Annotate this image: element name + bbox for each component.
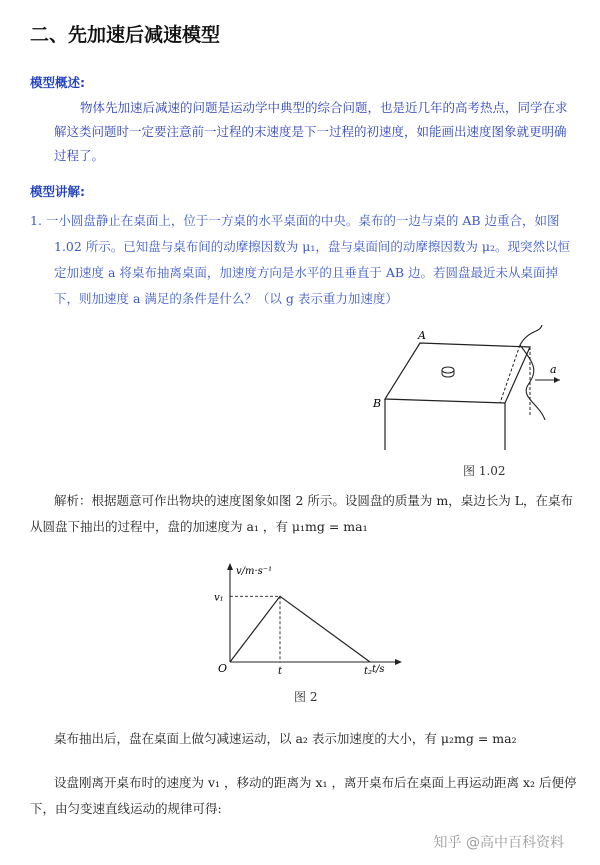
after-line-3: 下，由匀变速直线运动的规律可得: xyxy=(30,801,222,816)
overview-line-1: 物体先加速后减速的问题是运动学中典型的综合问题，也是近几年的高考热点，同学在求 xyxy=(80,100,568,115)
overview-line-2: 解这类问题时一定要注意前一过程的末速度是下一过程的初速度，如能画出速度图象就更明确 xyxy=(54,124,567,139)
x-tick-t2: t₂ xyxy=(364,666,373,677)
explain-heading: 模型讲解: xyxy=(30,184,85,199)
label-a-corner: A xyxy=(418,329,426,342)
table-figure xyxy=(370,325,570,455)
y-tick-v1: v₁ xyxy=(214,592,224,604)
after-line-2: 设盘刚离开桌布时的速度为 v₁ ，移动的距离为 x₁ ，离开桌布后在桌面上再运动距离 x₂ 后便停 xyxy=(54,775,577,790)
overview-heading: 模型概述: xyxy=(30,75,85,90)
problem-line-1: 1. 一小圆盘静止在桌面上，位于一方桌的水平桌面的中央。桌布的一边与桌的 AB 边重合，如图 xyxy=(30,213,560,228)
acceleration-arrowhead xyxy=(554,377,560,383)
analysis-line-1: 解析：根据题意可作出物块的速度图象如图 2 所示。设圆盘的质量为 m，桌边长为 L，在桌布 xyxy=(54,493,574,508)
x-tick-t: t xyxy=(278,666,283,677)
y-axis-label: v/m·s⁻¹ xyxy=(236,566,273,577)
after-line-1: 桌布抽出后，盘在桌面上做匀减速运动，以 a₂ 表示加速度的大小，有 μ₂mg = ma₂ xyxy=(54,731,517,746)
watermark: 知乎 @高中百科资料 xyxy=(433,835,564,851)
label-acceleration: a xyxy=(550,363,557,376)
velocity-time-chart xyxy=(210,560,410,680)
disk-top xyxy=(442,367,454,373)
table-top xyxy=(385,343,530,403)
tablecloth-fold xyxy=(500,345,520,403)
problem-line-4: 下，则加速度 a 满足的条件是什么？（以 g 表示重力加速度） xyxy=(54,291,398,306)
analysis-line-2: 从圆盘下抽出的过程中，盘的加速度为 a₁ ，有 μ₁mg = ma₁ xyxy=(30,519,368,534)
origin-label: O xyxy=(218,662,228,675)
problem-line-2: 1.02 所示。已知盘与桌布间的动摩擦因数为 μ₁，盘与桌面间的动摩擦因数为 μ₂。现突然以恒 xyxy=(54,239,571,254)
x-axis-arrow xyxy=(395,659,402,665)
figure1-caption: 图 1.02 xyxy=(463,464,506,478)
y-axis-arrow xyxy=(227,563,233,570)
tablecloth-drape xyxy=(520,325,545,420)
x-axis-label: t/s xyxy=(372,664,385,675)
page-title: 二、先加速后减速模型 xyxy=(30,24,221,46)
overview-line-3: 过程了。 xyxy=(54,148,105,163)
problem-line-3: 定加速度 a 将桌布抽离桌面，加速度方向是水平的且垂直于 AB 边。若圆盘最近未从桌面掉 xyxy=(54,265,559,280)
velocity-series-line xyxy=(230,596,370,662)
figure2-caption: 图 2 xyxy=(294,690,318,704)
label-b-corner: B xyxy=(373,397,382,410)
